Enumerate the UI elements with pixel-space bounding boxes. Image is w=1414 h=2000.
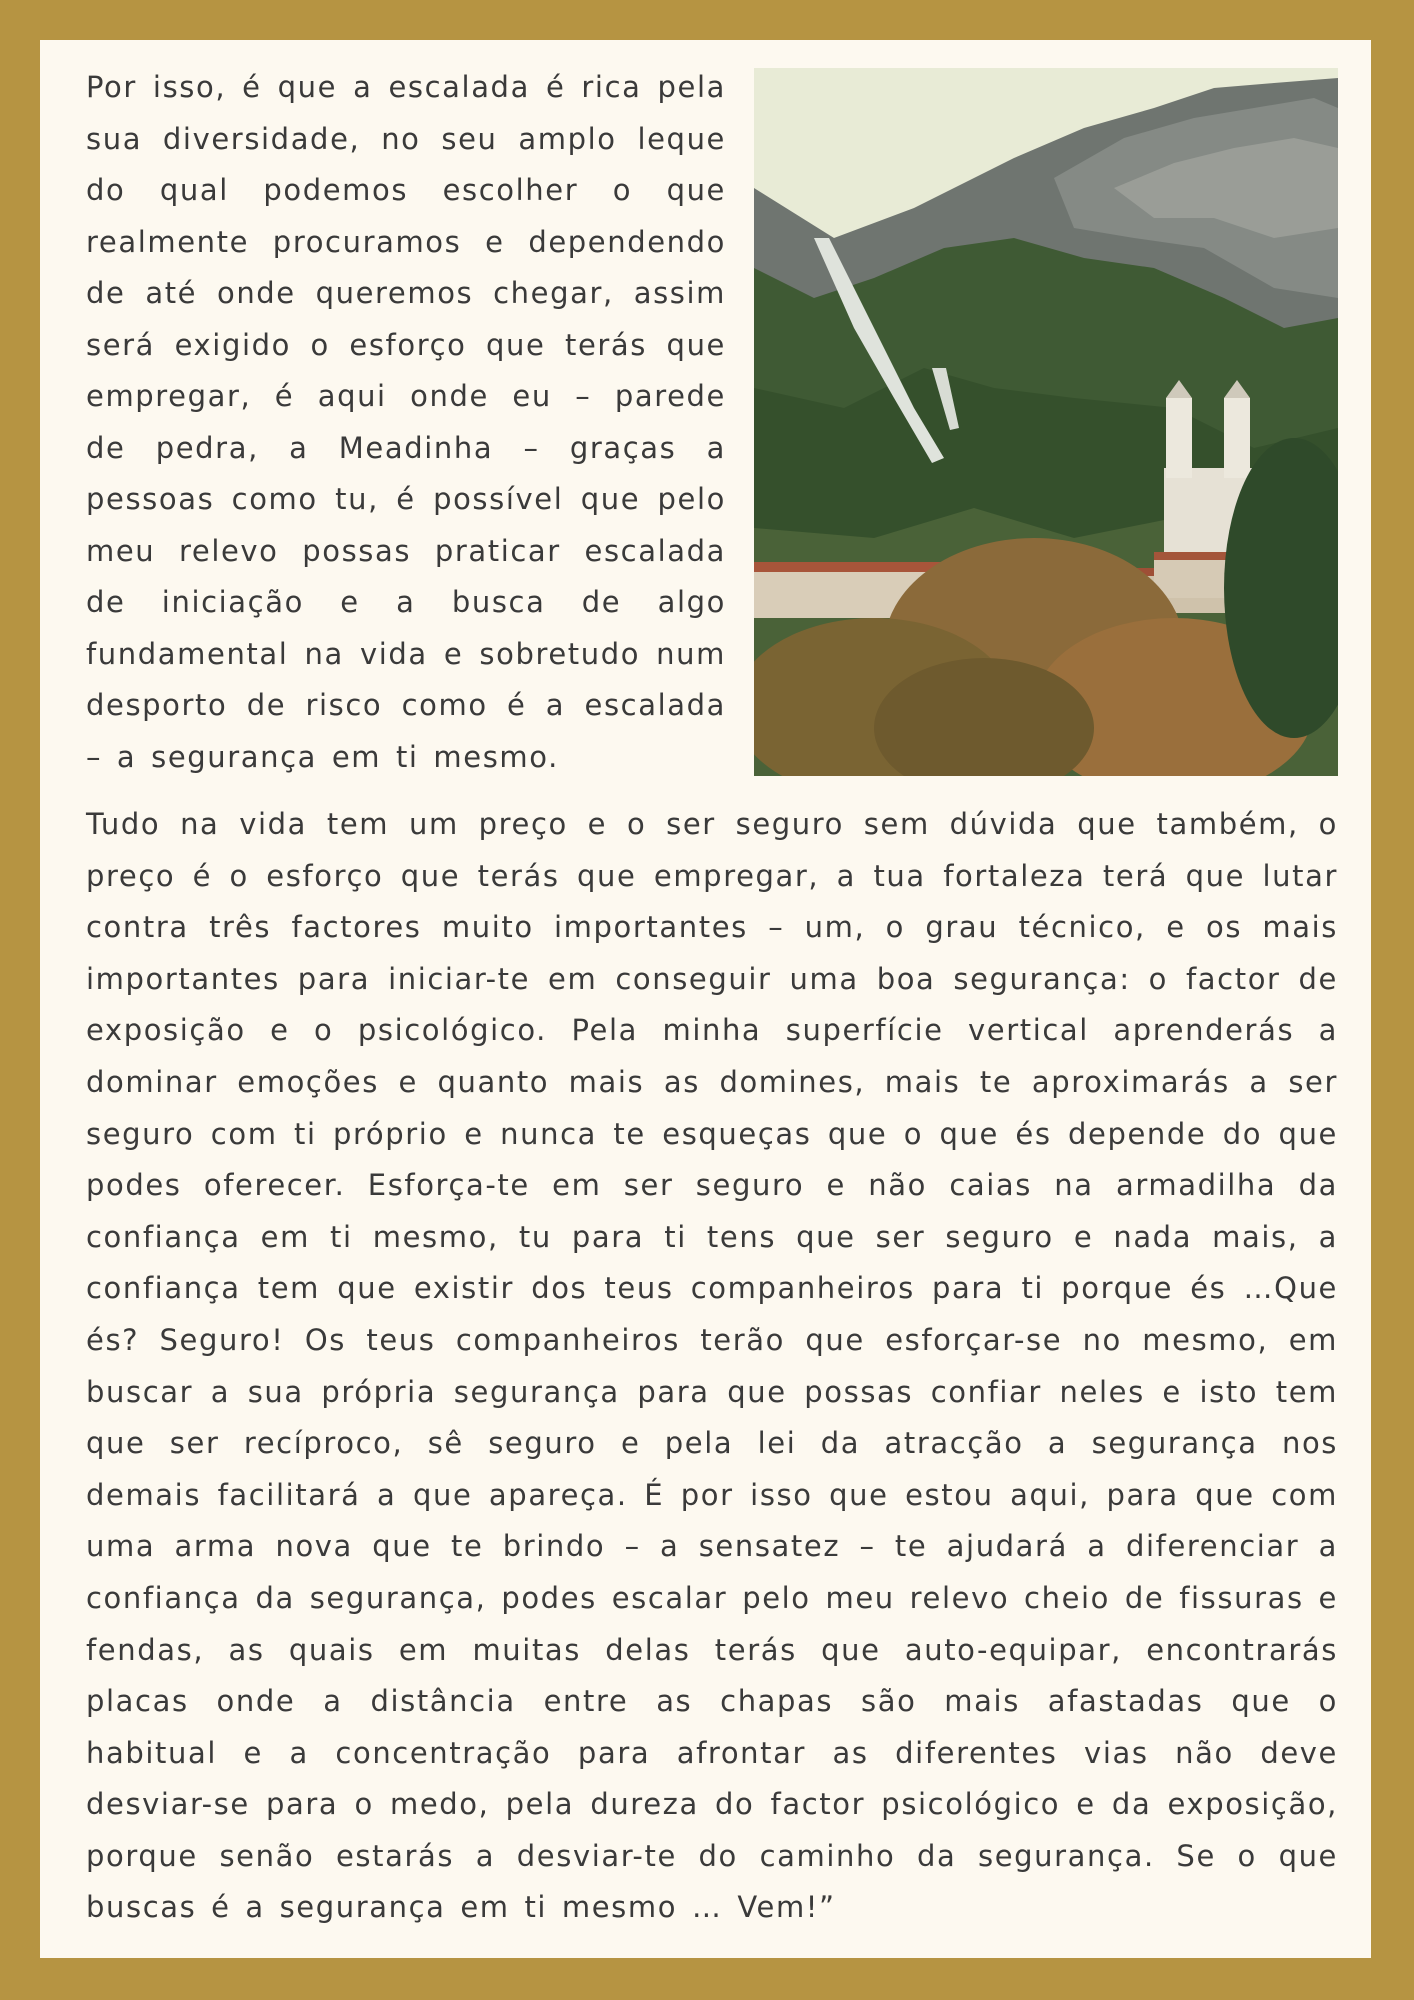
document-page — [40, 40, 1371, 1958]
intro-paragraph: Por isso, é que a escalada é rica pela sua diversidade, no seu amplo leque do qual podemos escolher o que realmente procuramos e dependendo de até onde queremos chegar, assim será exigido o esforço que terás que empregar, é aqui onde eu – parede de pedra, a Meadinha – graças a pessoas como tu, é possível que pelo meu relevo possas praticar escalada de iniciação e a busca de algo fundamental na vida e sobretudo num desporto de risco como é a escalada – a segurança em ti mesmo. — [86, 70, 726, 774]
landscape-photo-icon — [754, 68, 1338, 776]
meadinha-landscape-photo — [754, 68, 1338, 776]
main-paragraph: Tudo na vida tem um preço e o ser seguro sem dúvida que também, o preço é o esforço que terás que empregar, a tua fortaleza terá que lutar contra três factores muito importantes – um, o grau técnico, e os mais importantes para iniciar-te em conseguir uma boa segurança: o factor de exposição e o psicológico. Pela minha superfície vertical aprenderás a dominar emoções e quanto mais as domines, mais te aproximarás a ser seguro com ti próprio e nunca te esqueças que o que és depende do que podes oferecer. Esforça-te em ser seguro e não caias na armadilha da confiança em ti mesmo, tu para ti tens que ser seguro e nada mais, a confiança tem que existir dos teus companheiros para ti porque és …Que és? Seguro! Os teus companheiros terão que esforçar-se no mesmo, em buscar a sua própria segurança para que possas confiar neles e isto tem que ser recíproco, sê seguro e pela lei da atracção a segurança nos demais facilitará a que apareça. É por isso que estou aqui, para que com uma arma nova que te brindo – a sensatez – te ajudará a diferenciar a confiança da segurança, podes escalar pelo meu relevo cheio de fissuras e fendas, as quais em muitas delas terás que auto-equipar, encontrarás placas onde a distância entre as chapas são mais afastadas que o habitual e a concentração para afrontar as diferentes vias não deve desviar-se para o medo, pela dureza do factor psicológico e da exposição, porque senão estarás a desviar-te do caminho da segurança. Se o que buscas é a segurança em ti mesmo … Vem!” — [86, 807, 1338, 1925]
